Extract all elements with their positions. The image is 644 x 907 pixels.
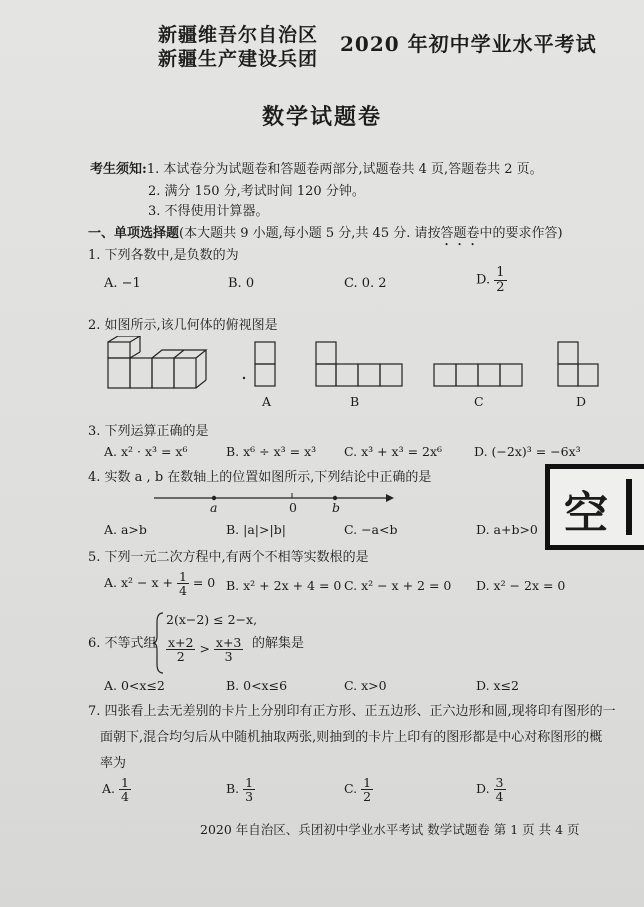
q6-left-den: 2: [176, 649, 185, 665]
q5-option-b: B. x² + 2x + 4 = 0: [226, 578, 342, 593]
q6-inequality-2: [166, 636, 243, 663]
q6-frac-right: [214, 636, 243, 663]
q1-d-fraction: [494, 266, 506, 294]
q6-left-num: x+2: [168, 635, 194, 650]
q2-label-b: B: [350, 394, 360, 409]
q2-solid-figure: [108, 336, 206, 388]
q4-point-a-label: a: [210, 500, 218, 515]
q1-option-d: [476, 266, 507, 294]
stamp-text: 空: [564, 488, 608, 539]
q3-option-b: B. x⁶ ÷ x³ = x³: [226, 444, 317, 459]
q4-option-d: D. a+b>0: [476, 522, 538, 537]
q7-stem-line2: 面朝下,混合均匀后从中随机抽取两张,则抽到的卡片上印有的图形都是中心对称图形的概: [100, 730, 603, 745]
q2-option-d-figure: [558, 342, 598, 386]
q6-option-d: D. x≤2: [476, 678, 519, 693]
q6-option-a: A. 0<x≤2: [104, 678, 165, 693]
q6-right-num: x+3: [215, 635, 242, 650]
notice-item-3: 3. 不得使用计算器。: [148, 204, 269, 219]
q7-a-num: 1: [121, 775, 129, 790]
q6-stem-pre: 6. 不等式组: [88, 636, 157, 651]
q5-option-d: D. x² − 2x = 0: [476, 578, 566, 593]
q1-option-b: B. 0: [228, 276, 255, 291]
q7-b-label: B.: [226, 781, 240, 797]
q7-c-label: C.: [344, 781, 358, 797]
section-title: 一、单项选择题: [88, 226, 180, 241]
q6-frac-left: [166, 636, 195, 663]
q5-option-a: [104, 570, 215, 597]
q6-brace: [153, 612, 165, 674]
q5-a-post: = 0: [188, 575, 216, 591]
section-desc-end: 中的要求作答): [479, 226, 563, 241]
q3-stem: 3. 下列运算正确的是: [88, 424, 209, 439]
q2-figures: [0, 336, 644, 416]
q6-inequality-1: 2(x−2) ≤ 2−x,: [166, 612, 258, 627]
q7-c-fraction: [361, 776, 373, 803]
q7-option-b: [226, 776, 255, 803]
header-exam-title: 2020 年初中学业水平考试: [340, 32, 597, 56]
q1-d-num: 1: [496, 265, 505, 280]
q1-d-den: 2: [496, 279, 505, 295]
q2-option-c-figure: [434, 364, 522, 386]
q2-option-a-figure: [255, 342, 275, 386]
q6-option-b: B. 0<x≤6: [226, 678, 288, 693]
q4-stem: 4. 实数 a , b 在数轴上的位置如图所示,下列结论中正确的是: [88, 470, 432, 485]
q3-option-c: C. x³ + x³ = 2x⁶: [344, 444, 443, 459]
notice-item-2: 2. 满分 150 分,考试时间 120 分钟。: [148, 184, 365, 199]
q7-d-num: 3: [495, 775, 504, 790]
q7-d-label: D.: [476, 781, 490, 797]
q4-option-a: A. a>b: [104, 522, 147, 537]
q7-option-d: [476, 776, 506, 803]
q5-a-den: 4: [178, 583, 187, 599]
section-emphasis: 答题卷: [440, 226, 480, 241]
q2-label-c: C: [474, 394, 484, 409]
q7-a-label: A.: [102, 781, 116, 797]
q4-point-b-label: b: [332, 500, 341, 515]
notice-line-1: [90, 158, 543, 177]
q5-stem: 5. 下列一元二次方程中,有两个不相等实数根的是: [88, 550, 369, 565]
q7-b-num: 1: [245, 775, 254, 790]
q4-number-line: [150, 488, 450, 518]
q7-stem-line3: 率为: [100, 756, 127, 771]
q7-c-den: 2: [363, 789, 372, 805]
q6-stem-post: 的解集是: [252, 636, 305, 651]
q7-option-a: [102, 776, 131, 803]
notice-label: 考生须知:: [90, 162, 147, 177]
q3-option-a: A. x² · x³ = x⁶: [104, 444, 188, 459]
q1-stem: 1. 下列各数中,是负数的为: [88, 248, 239, 263]
q1-option-c: C. 0. 2: [344, 276, 387, 291]
q5-option-c: C. x² − x + 2 = 0: [344, 578, 452, 593]
q1-option-a: A. −1: [104, 276, 141, 291]
q4-option-b: B. |a|>|b|: [226, 522, 286, 537]
answer-sheet-stamp: [545, 464, 644, 550]
q7-b-fraction: [243, 776, 255, 803]
header-region-line1: 新疆维吾尔自治区: [158, 25, 319, 46]
q2-label-a: A: [262, 394, 272, 409]
page-title: 数学试题卷: [261, 104, 382, 130]
q7-d-den: 4: [495, 789, 504, 805]
q2-stem: 2. 如图所示,该几何体的俯视图是: [88, 318, 278, 333]
q5-a-num: 1: [178, 569, 187, 584]
q7-b-den: 3: [245, 789, 254, 805]
page-footer: 2020 年自治区、兵团初中学业水平考试 数学试题卷 第 1 页 共 4 页: [200, 822, 580, 837]
q6-option-c: C. x>0: [344, 678, 387, 693]
q5-a-fraction: [177, 570, 189, 597]
header-region-line2: 新疆生产建设兵团: [158, 49, 319, 70]
q2-label-d: D: [576, 394, 587, 409]
q4-origin-label: 0: [289, 500, 297, 515]
q6-op: >: [195, 641, 214, 657]
q6-right-den: 3: [224, 649, 233, 665]
q7-stem-line1: 7. 四张看上去无差别的卡片上分别印有正方形、正五边形、正六边形和圆,现将印有图形的一: [88, 704, 616, 719]
q7-a-fraction: [119, 776, 131, 803]
q2-option-b-figure: [316, 342, 402, 386]
q7-option-c: [344, 776, 373, 803]
q4-option-c: C. −a<b: [344, 522, 398, 537]
q1-d-label: D.: [476, 272, 491, 288]
q7-a-den: 4: [121, 789, 129, 805]
q3-option-d: D. (−2x)³ = −6x³: [474, 444, 581, 459]
notice-item-1: 1. 本试卷分为试题卷和答题卷两部分,试题卷共 4 页,答题卷共 2 页。: [146, 162, 543, 177]
section-desc: (本大题共 9 小题,每小题 5 分,共 45 分. 请按: [179, 226, 441, 241]
q5-a-pre: A. x² − x +: [104, 575, 177, 591]
q7-d-fraction: [494, 776, 506, 803]
q7-c-num: 1: [363, 775, 372, 790]
stamp-bar: [626, 479, 632, 535]
